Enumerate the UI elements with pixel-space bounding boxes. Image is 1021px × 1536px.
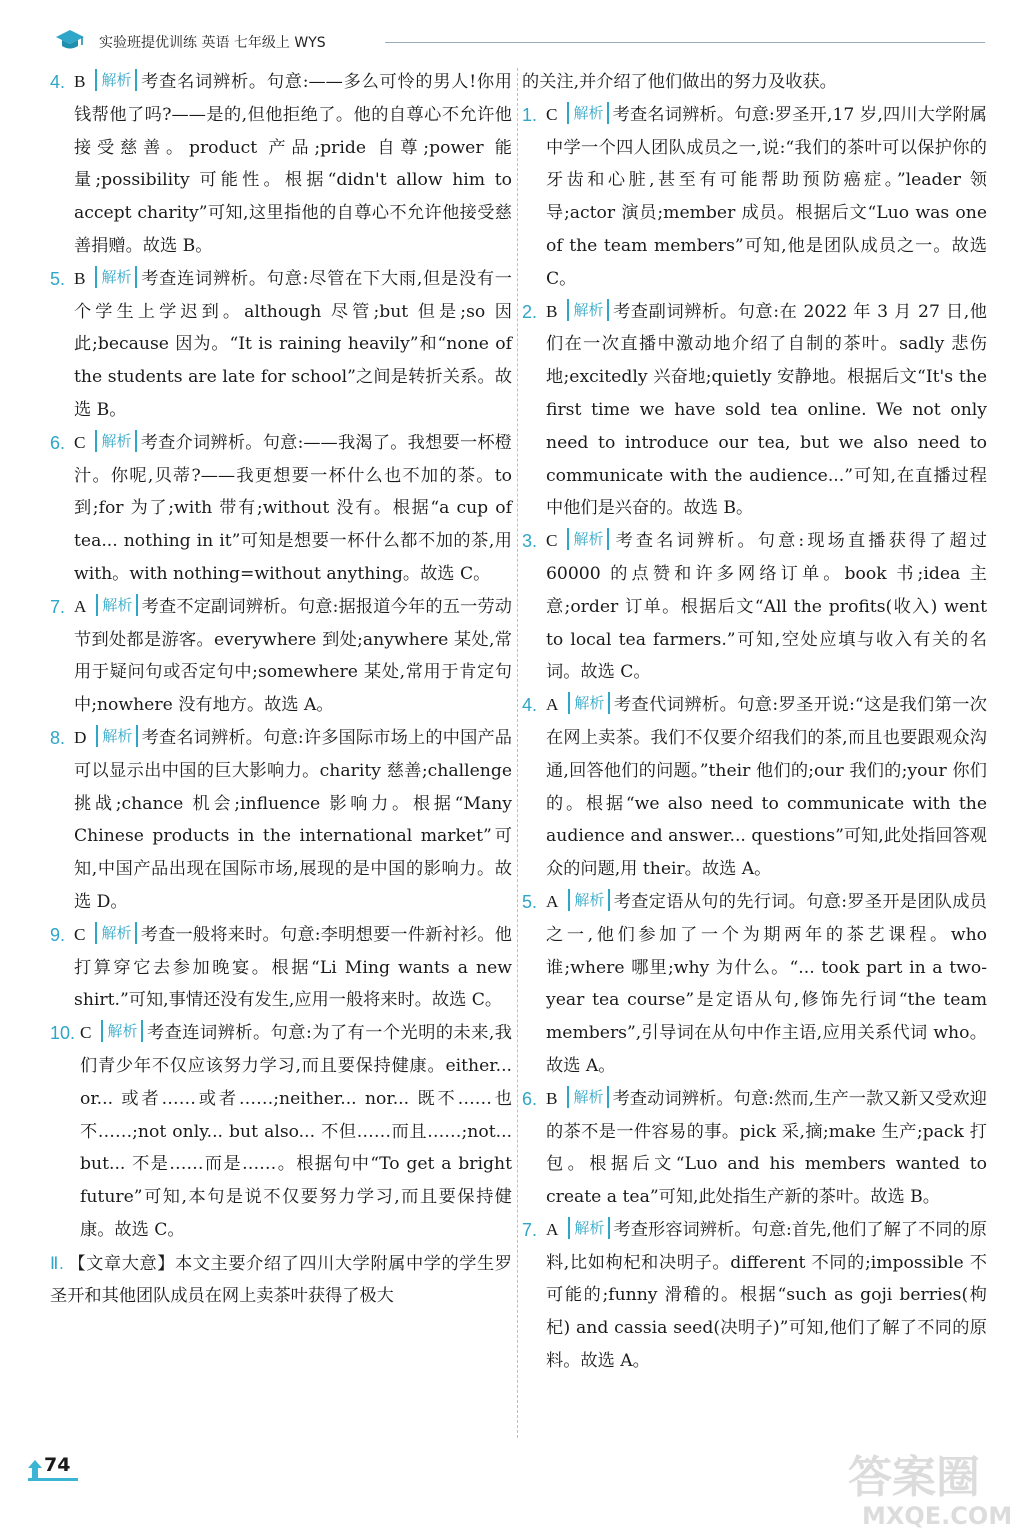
answer-item: [522, 99, 987, 296]
item-number: 7.: [522, 1219, 538, 1240]
book-title: 实验班提优训练 英语 七年级上 WYS: [99, 35, 326, 51]
answer-item: [50, 591, 512, 722]
analysis-tag: 解析: [101, 1020, 143, 1042]
item-number: 5.: [522, 891, 538, 912]
analysis-tag: 解析: [568, 692, 610, 714]
answer-item: [50, 722, 512, 919]
right-column: [522, 66, 987, 1378]
item-number: 7.: [50, 596, 66, 617]
section-label: 【文章大意】: [67, 1253, 176, 1274]
analysis-tag: 解析: [567, 102, 609, 124]
svg-text:MXQE.COM: MXQE.COM: [862, 1502, 1013, 1530]
page-number-text: 74: [44, 1454, 71, 1476]
analysis-tag: 解析: [95, 922, 137, 944]
item-number: 4.: [522, 695, 538, 716]
analysis-tag: 解析: [567, 299, 609, 321]
item-number: 1.: [522, 104, 538, 125]
item-answer: D: [74, 727, 87, 747]
analysis-tag: 解析: [95, 266, 137, 288]
answer-item: [50, 1017, 512, 1247]
item-explanation: 考查连词辨析。句意:尽管在下大雨,但是没有一个学生上学迟到。although 尽管;but 但是;so 因此;because 因为。“It is raining heavily”和“none of the students are late for school”之间是转折关系。故选 B。: [74, 268, 512, 420]
item-explanation: 考查副词辨析。句意:在 2022 年 3 月 27 日,他们在一次直播中激动地介绍了自制的茶叶。sadly 悲伤地;excitedly 兴奋地;quietly 安静地。根据后文“It's the first time we have sold tea online. We not only need to introduce our tea, but we also need to communicate with the audience...”可知,在直播过程中他们是兴奋的。故选 B。: [546, 301, 987, 519]
item-answer: C: [74, 432, 86, 452]
item-answer: A: [546, 695, 559, 715]
item-answer: B: [546, 301, 558, 321]
item-explanation: 考查动词辨析。句意:然而,生产一款又新又受欢迎的茶不是一件容易的事。pick 采,摘;make 生产;pack 打包。根据后文“Luo and his members wanted to create a tea”可知,此处指生产新的茶叶。故选 B。: [546, 1088, 987, 1208]
page-header: [55, 28, 985, 58]
analysis-tag: 解析: [568, 889, 610, 911]
section-ii-summary: [50, 1247, 512, 1314]
item-explanation: 考查名词辨析。句意:现场直播获得了超过 60000 的点赞和许多网络订单。book 书;idea 主意;order 订单。根据后文“All the profits(收入) went to local tea farmers.”可知,空处应填与收入有关的名词。故选 C。: [546, 531, 987, 683]
item-explanation: 考查连词辨析。句意:为了有一个光明的未来,我们青少年不仅应该努力学习,而且要保持健康。either... or... 或者……或者……;neither... nor... 既不……也不……;not only... but also... 不但……而且……;not... but... 不是……而是……。根据句中“To get a bright future”可知,本句是说不仅要努力学习,而且要保持健康。故选 C。: [80, 1023, 512, 1240]
answer-item: [50, 263, 512, 427]
item-number: 3.: [522, 531, 538, 552]
answer-item: [50, 427, 512, 591]
item-number: 9.: [50, 924, 66, 945]
item-answer: C: [546, 104, 558, 124]
item-answer: A: [546, 891, 559, 911]
item-answer: B: [74, 72, 86, 91]
item-answer: C: [546, 531, 558, 551]
answer-item: [522, 886, 987, 1083]
item-explanation: 考查名词辨析。句意:许多国际市场上的中国产品可以显示出中国的巨大影响力。charity 慈善;challenge 挑战;chance 机会;influence 影响力。根据“Many Chinese products in the international market”可知,中国产品出现在国际市场,展现的是中国的影响力。故选 D。: [74, 727, 512, 912]
analysis-tag: 解析: [567, 1086, 609, 1108]
graduation-cap-icon: [55, 28, 85, 52]
item-number: 4.: [50, 72, 66, 92]
answer-item: [50, 66, 512, 263]
item-explanation: 考查定语从句的先行词。句意:罗圣开是团队成员之一,他们参加了一个为期两年的茶艺课程。who 谁;where 哪里;why 为什么。“... took part in a two-year tea course”是定语从句,修饰先行词“the team members”,引导词在从句中作主语,应用关系代词 who。故选 A。: [546, 891, 987, 1076]
item-explanation: 考查形容词辨析。句意:首先,他们了解了不同的原料,比如枸杞和决明子。different 不同的;impossible 不可能的;funny 滑稽的。根据“such as goji berries(枸杞) and cassia seed(决明子)”可知,他们了解了不同的原料。故选 A。: [546, 1219, 987, 1372]
item-explanation: 考查名词辨析。句意:——多么可怜的男人!你用钱帮他了吗?——是的,但他拒绝了。他的自尊心不允许他接受慈善。product 产品;pride 自尊;power 能量;possibility 可能性。根据“didn't allow him to accept charity”可知,这里指他的自尊心不允许他接受慈善捐赠。故选 B。: [74, 72, 512, 256]
page-arrow-icon: [28, 1460, 42, 1478]
item-explanation: 考查代词辨析。句意:罗圣开说:“这是我们第一次在网上卖茶。我们不仅要介绍我们的茶,而且也要跟观众沟通,回答他们的问题。”their 他们的;our 我们的;your 你们的。根据“we also need to communicate with the audience and answer... questions”可知,此处指回答观众的问题,用 their。故选 A。: [546, 695, 987, 880]
answer-item: [522, 689, 987, 886]
column-divider: [517, 68, 518, 1438]
section-text: 本文主要介绍了四川大学附属中学的学生罗圣开和其他团队成员在网上卖茶叶获得了极大: [50, 1253, 512, 1307]
item-number: 6.: [50, 432, 66, 453]
analysis-tag: 解析: [95, 69, 137, 91]
analysis-tag: 解析: [96, 725, 138, 747]
page-number-bar: [28, 1478, 78, 1481]
section-number: Ⅱ.: [50, 1252, 64, 1273]
item-answer: B: [74, 268, 86, 288]
answer-item: [522, 1214, 987, 1378]
analysis-tag: 解析: [568, 1217, 610, 1239]
header-rule: [385, 42, 985, 43]
item-explanation: 考查名词辨析。句意:罗圣开,17 岁,四川大学附属中学一个四人团队成员之一,说:“我们的茶叶可以保护你的牙齿和心脏,甚至有可能帮助预防癌症。”leader 领导;actor 演员;member 成员。根据后文“Luo was one of the team members”可知,他是团队成员之一。故选 C。: [546, 104, 987, 289]
item-number: 8.: [50, 727, 66, 748]
item-explanation: 考查一般将来时。句意:李明想要一件新衬衫。他打算穿它去参加晚宴。根据“Li Ming wants a new shirt.”可知,事情还没有发生,应用一般将来时。故选 C。: [74, 924, 512, 1011]
right-answers: [522, 99, 987, 1378]
svg-text:答案圈: 答案圈: [848, 1452, 980, 1503]
item-number: 2.: [522, 301, 538, 322]
answer-item: [50, 919, 512, 1017]
answer-item: [522, 1083, 987, 1214]
item-explanation: 考查介词辨析。句意:——我渴了。我想要一杯橙汁。你呢,贝蒂?——我更想要一杯什么也不加的茶。to 到;for 为了;with 带有;without 没有。根据“a cup of tea... nothing in it”可知是想要一杯什么都不加的茶,用 with。with nothing=without anything。故选 C。: [74, 432, 512, 584]
answer-item: [522, 296, 987, 526]
watermark-logo: [840, 1442, 1015, 1530]
page-number: [28, 1454, 88, 1482]
analysis-tag: 解析: [96, 594, 138, 616]
left-column: [50, 66, 512, 1313]
item-number: 10.: [50, 1023, 76, 1044]
item-answer: A: [74, 596, 87, 616]
item-answer: C: [74, 924, 86, 944]
item-answer: A: [546, 1219, 559, 1239]
analysis-tag: 解析: [567, 528, 609, 550]
item-number: 5.: [50, 268, 66, 289]
continuation-text: 的关注,并介绍了他们做出的努力及收获。: [522, 72, 837, 92]
item-answer: C: [80, 1023, 92, 1043]
item-number: 6.: [522, 1088, 538, 1109]
answer-item: [522, 525, 987, 689]
item-explanation: 考查不定副词辨析。句意:据报道今年的五一劳动节到处都是游客。everywhere 到处;anywhere 某处,常用于疑问句或否定句中;somewhere 某处,常用于肯定句中;nowhere 没有地方。故选 A。: [74, 596, 512, 716]
item-answer: B: [546, 1088, 558, 1108]
analysis-tag: 解析: [95, 430, 137, 452]
